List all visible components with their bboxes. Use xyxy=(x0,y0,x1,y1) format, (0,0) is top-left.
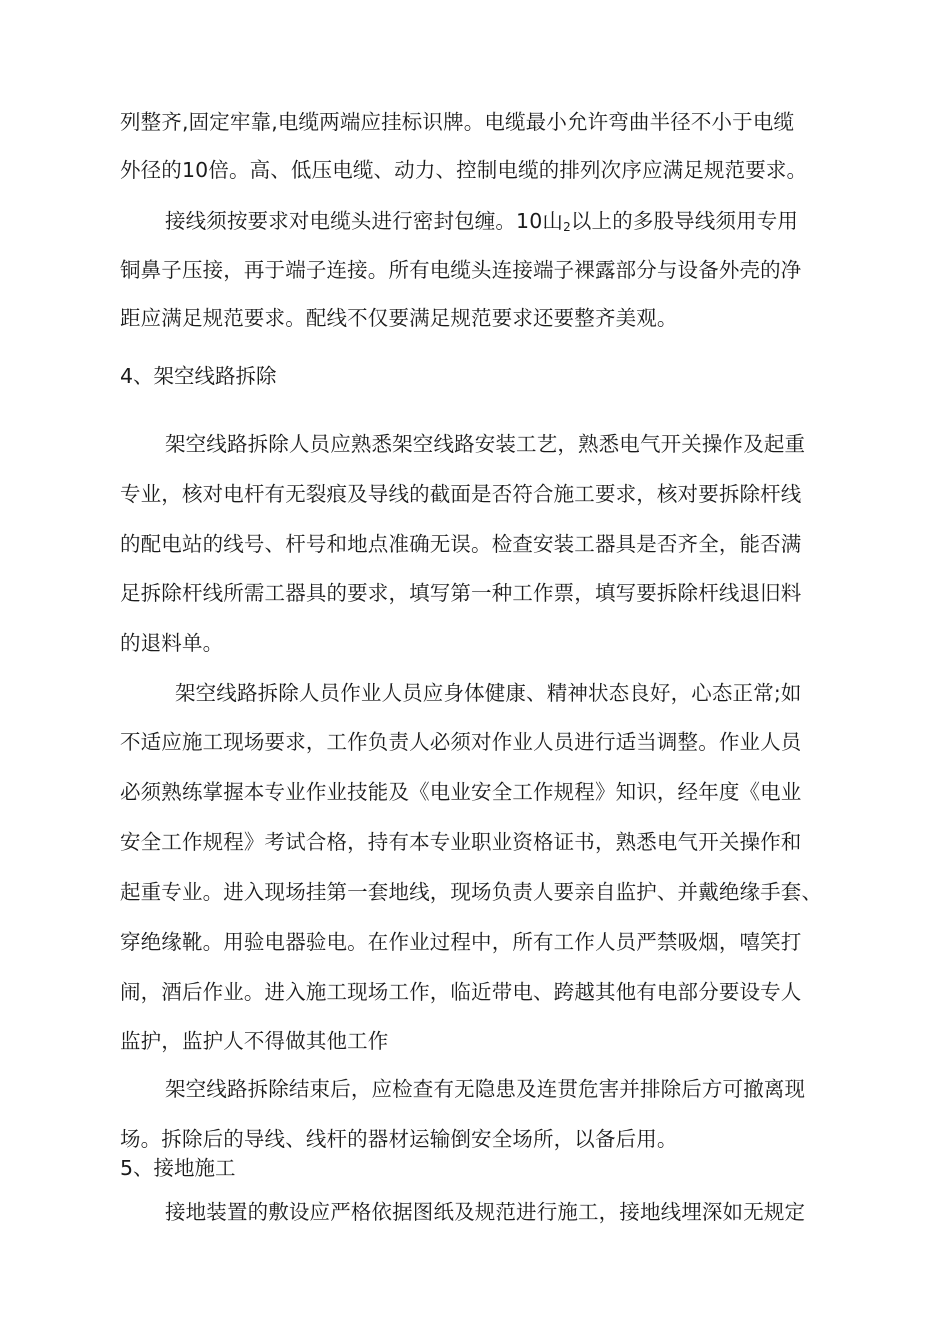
paragraph-4-line-3: 必须熟练掌握本专业作业技能及《电业安全工作规程》知识，经年度《电业 xyxy=(120,780,802,804)
section-heading-4: 4、架空线路拆除 xyxy=(120,364,277,388)
section-heading-5: 5、接地施工 xyxy=(120,1156,236,1180)
paragraph-3-line-4: 足拆除杆线所需工器具的要求，填写第一种工作票，填写要拆除杆线退旧料 xyxy=(120,581,802,605)
paragraph-1-line-1: 列整齐,固定牢靠,电缆两端应挂标识牌。电缆最小允许弯曲半径不小于电缆 xyxy=(120,110,795,134)
paragraph-2-line-1-part-a: 接线须按要求对电缆头进行密封包缠。10山 xyxy=(165,209,564,233)
paragraph-5-line-2: 场。拆除后的导线、线杆的器材运输倒安全场所，以备后用。 xyxy=(120,1127,678,1151)
paragraph-4-line-2: 不适应施工现场要求，工作负责人必须对作业人员进行适当调整。作业人员 xyxy=(120,730,802,754)
paragraph-2-subscript: 2 xyxy=(563,220,571,234)
paragraph-4-line-8: 监护，监护人不得做其他工作 xyxy=(120,1029,389,1053)
paragraph-5-line-1: 架空线路拆除结束后，应检查有无隐患及连贯危害并排除后方可撤离现 xyxy=(165,1077,806,1101)
paragraph-3-line-5: 的退料单。 xyxy=(120,631,224,655)
paragraph-2-line-2: 铜鼻子压接，再于端子连接。所有电缆头连接端子裸露部分与设备外壳的净 xyxy=(120,258,802,282)
paragraph-2-line-1-part-b: 以上的多股导线须用专用 xyxy=(570,209,799,233)
paragraph-4-line-7: 闹，酒后作业。进入施工现场工作，临近带电、跨越其他有电部分要设专人 xyxy=(120,980,802,1004)
paragraph-3-line-1: 架空线路拆除人员应熟悉架空线路安装工艺，熟悉电气开关操作及起重 xyxy=(165,432,806,456)
paragraph-6-line-1: 接地装置的敷设应严格依据图纸及规范进行施工，接地线埋深如无规定 xyxy=(165,1200,806,1224)
paragraph-4-line-6: 穿绝缘靴。用验电器验电。在作业过程中，所有工作人员严禁吸烟，嘻笑打 xyxy=(120,930,802,954)
paragraph-1-line-2: 外径的10倍。高、低压电缆、动力、控制电缆的排列次序应满足规范要求。 xyxy=(120,158,808,182)
paragraph-3-line-3: 的配电站的线号、杆号和地点准确无误。检查安装工器具是否齐全，能否满 xyxy=(120,532,802,556)
paragraph-3-line-2: 专业，核对电杆有无裂痕及导线的截面是否符合施工要求，核对要拆除杆线 xyxy=(120,482,802,506)
paragraph-4-line-5: 起重专业。进入现场挂第一套地线，现场负责人要亲自监护、并戴绝缘手套、 xyxy=(120,880,823,904)
paragraph-4-line-4: 安全工作规程》考试合格，持有本专业职业资格证书，熟悉电气开关操作和 xyxy=(120,830,802,854)
paragraph-2-line-3: 距应满足规范要求。配线不仅要满足规范要求还要整齐美观。 xyxy=(120,306,678,330)
paragraph-4-line-1: 架空线路拆除人员作业人员应身体健康、精神状态良好，心态正常;如 xyxy=(175,681,802,705)
paragraph-2-line-1 xyxy=(165,208,925,240)
